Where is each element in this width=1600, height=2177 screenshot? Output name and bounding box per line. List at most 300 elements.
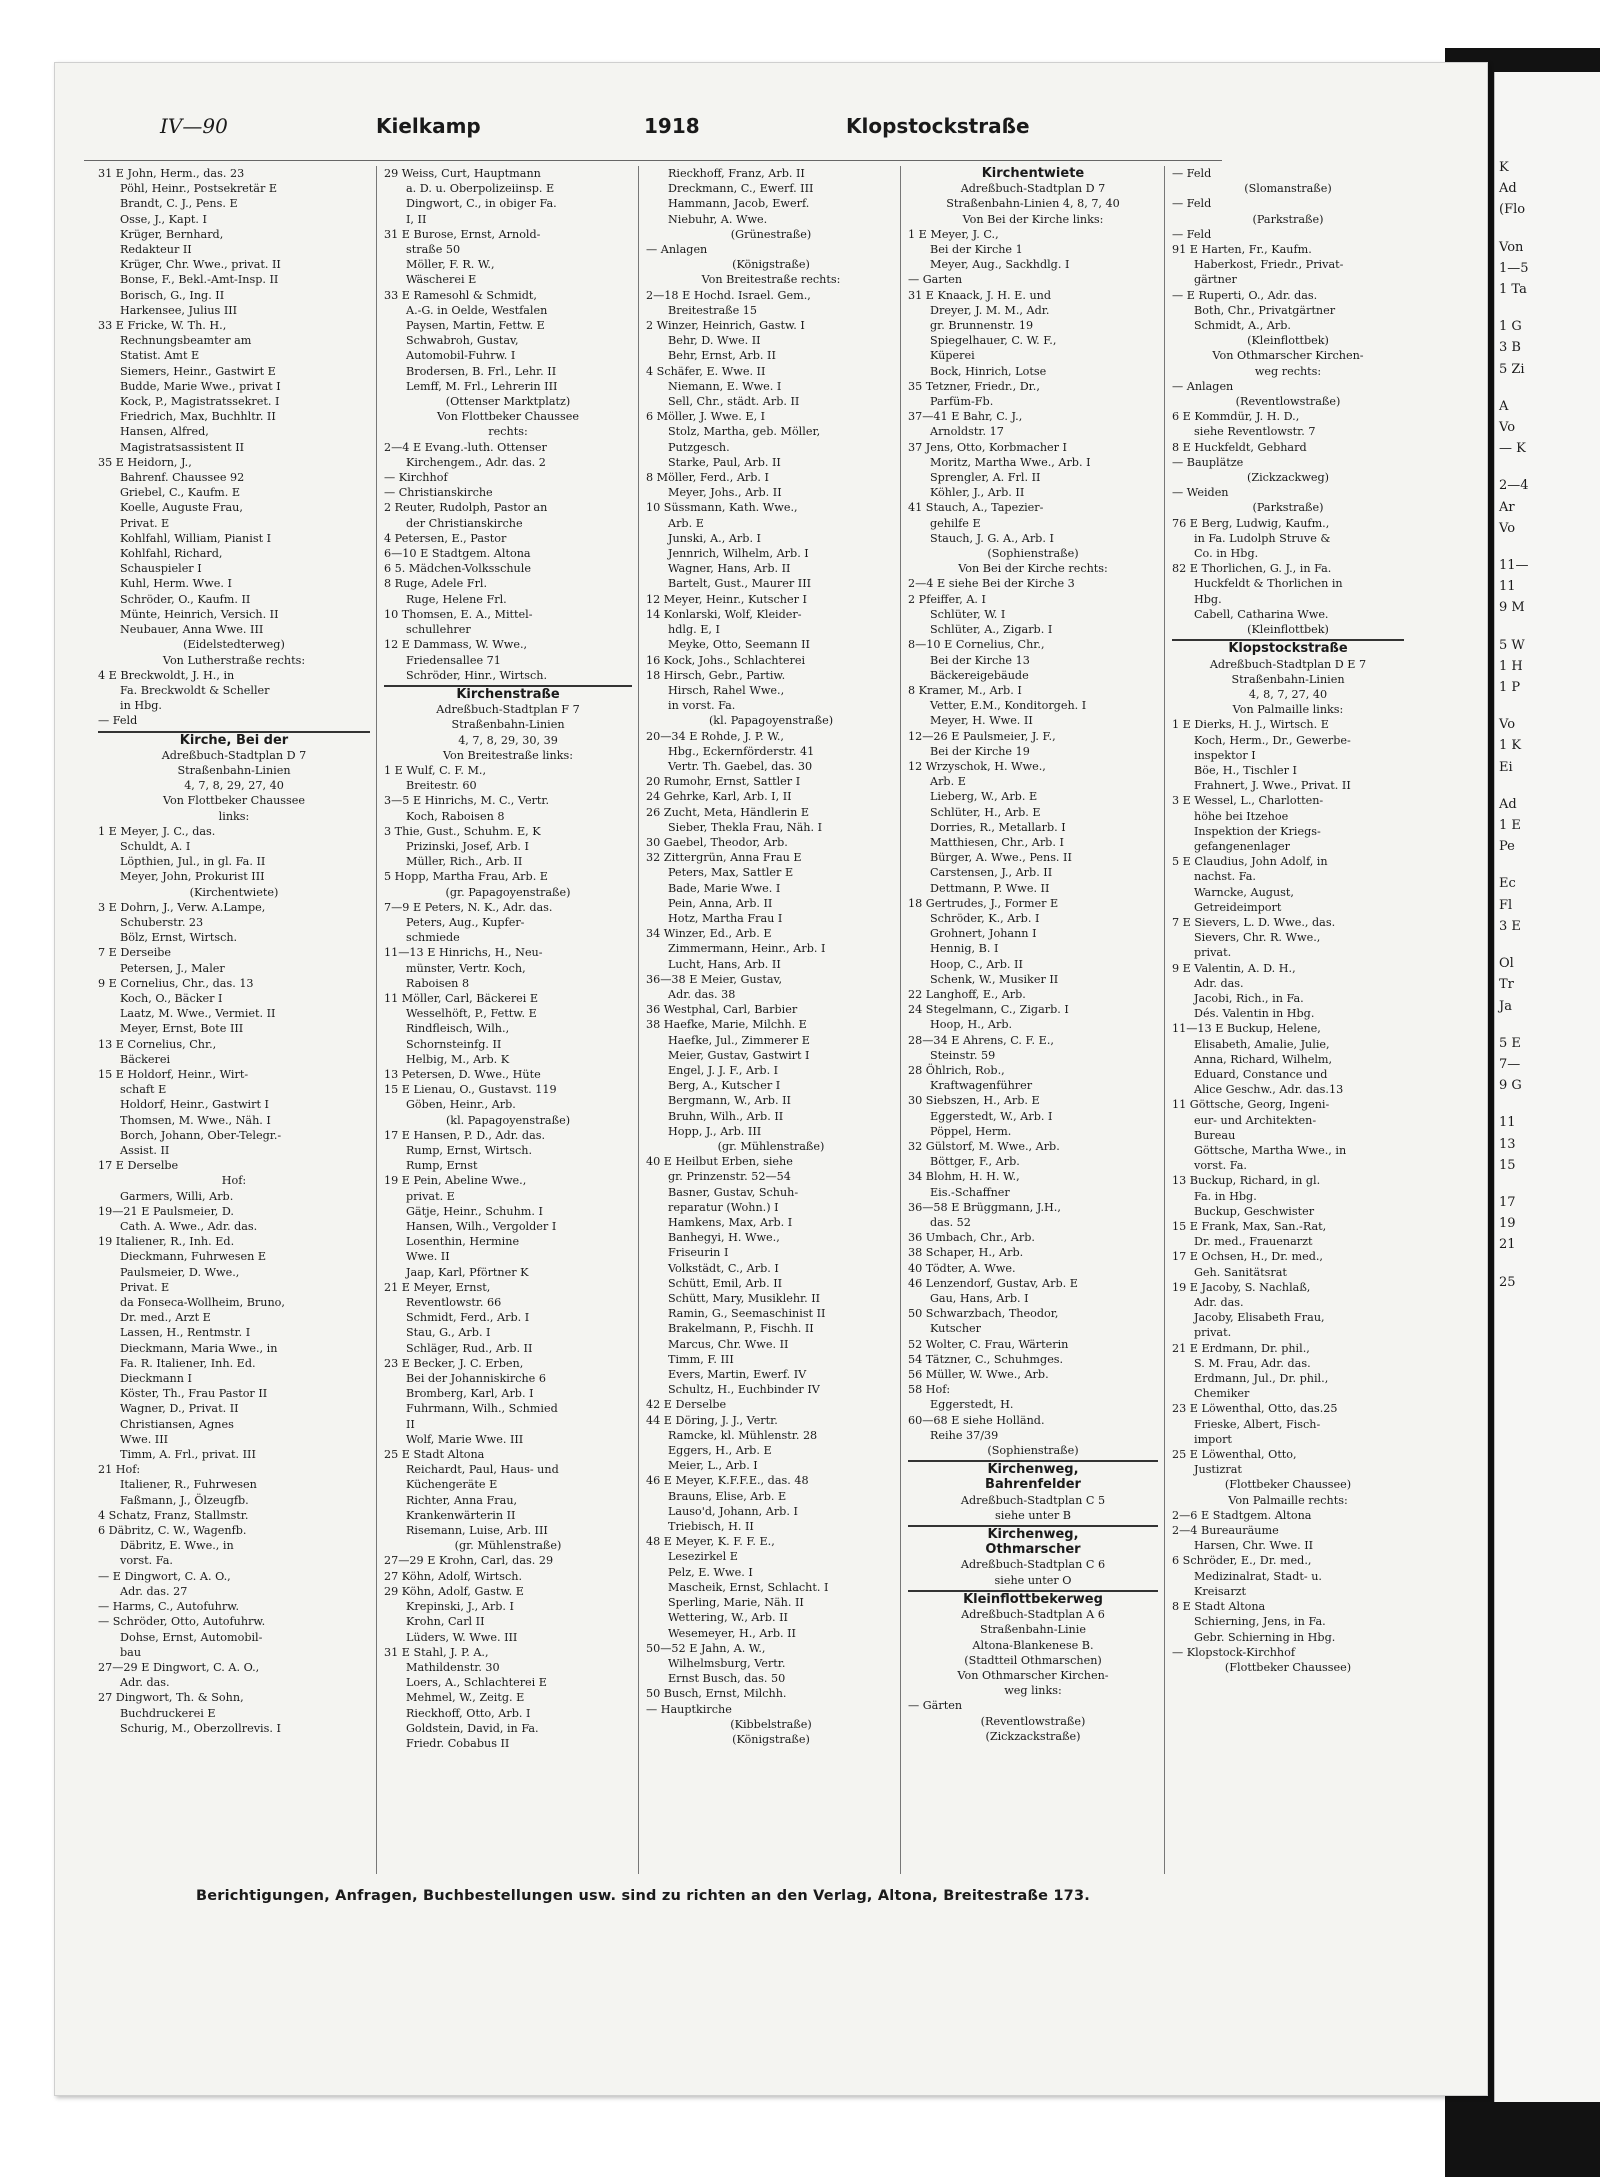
entry-line: — Feld [98,714,138,728]
entry-line: 20 Rumohr, Ernst, Sattler I [646,775,801,789]
entry-line: Adreßbuch-Stadtplan C 6 [960,1558,1106,1572]
entry-line: Thomsen, M. Wwe., Näh. I [120,1113,271,1127]
entry-line: Haberkost, Friedr., Privat- [1194,258,1344,272]
entry-line: Kohlfahl, Richard, [120,547,223,561]
entry-line: Schornsteinfg. II [406,1037,502,1051]
entry-line: 2—4 E siehe Bei der Kirche 3 [908,577,1075,591]
entry-line: Behr, Ernst, Arb. II [668,349,776,363]
entry-line: Hopp, J., Arb. III [668,1124,762,1138]
entry-line: (gr. Papagoyenstraße) [445,885,571,899]
entry-line: I, II [406,212,427,226]
entry-line: 35 Tetzner, Friedr., Dr., [908,379,1040,393]
entry-line: Von Bei der Kirche rechts: [958,562,1108,576]
entry-line: 2—18 E Hochd. Israel. Gem., [646,288,811,302]
next-page-fragment: 21 [1499,1237,1516,1253]
entry-line: Cath. A. Wwe., Adr. das. [120,1220,258,1234]
entry-line: Dieckmann, Fuhrwesen E [120,1250,267,1264]
entry-line: Wwe. III [120,1432,169,1446]
entry-line: Statist. Amt E [120,349,200,363]
entry-line: Arb. E [930,775,966,789]
entry-line: Krüger, Chr. Wwe., privat. II [120,258,281,272]
entry-line: — Feld [1172,227,1212,241]
entry-line: Assist. II [120,1144,170,1157]
entry-line: eur- und Architekten- [1194,1113,1317,1127]
entry-line: Kreisarzt [1194,1584,1247,1598]
entry-line: Schultz, H., Euchbinder IV [668,1383,820,1397]
entry-line: (Königstraße) [732,258,810,272]
entry-line: (kl. Papagoyenstraße) [708,714,834,728]
entry-line: 9 E Cornelius, Chr., das. 13 [98,976,254,990]
entry-line: 18 Gertrudes, J., Former E [908,896,1059,910]
entry-line: 19 E Pein, Abeline Wwe., [384,1174,527,1188]
entry-line: Bei der Johanniskirche 6 [406,1372,546,1386]
entry-line: gärtner [1194,273,1237,287]
entry-line: 10 Thomsen, E. A., Mittel- [384,607,533,621]
entry-line: Ramin, G., Seemaschinist II [668,1307,826,1321]
entry-line: Matthiesen, Chr., Arb. I [930,835,1064,849]
entry-line: Fa. in Hbg. [1194,1189,1257,1203]
entry-line: Friedr. Cobabus II [406,1736,510,1750]
entry-line: 34 Winzer, Ed., Arb. E [646,927,772,941]
entry-line: 7—9 E Peters, N. K., Adr. das. [384,900,553,914]
entry-line: Harsen, Chr. Wwe. II [1194,1539,1314,1553]
entry-line: (Flottbeker Chaussee) [1224,1660,1352,1674]
entry-line: Engel, J. J. F., Arb. I [668,1063,779,1077]
entry-line: (Ottenser Marktplatz) [445,395,571,409]
entry-line: Köhler, J., Arb. II [930,486,1025,500]
entry-line: Kock, P., Magistratssekret. I [120,395,280,409]
entry-line: Mehmel, W., Zeitg. E [406,1691,525,1705]
entry-line: 31 E Stahl, J. P. A., [384,1645,489,1659]
entry-line: 32 Zittergrün, Anna Frau E [646,851,802,865]
entry-line: Bonse, F., Bekl.-Amt-Insp. II [120,273,279,287]
entry-line: Straßenbahn-Linien [451,718,565,732]
entry-line: Grohnert, Johann I [930,927,1037,941]
entry-line: Getreideimport [1194,900,1282,914]
entry-line: 4 Petersen, E., Pastor [384,531,507,545]
header-street-right: Klopstockstraße [846,114,1030,138]
entry-line: Eggerstedt, H. [930,1398,1014,1412]
entry-line: Adr. das. [1194,1296,1244,1310]
entry-line: II [406,1417,415,1431]
entry-line: Schröder, Hinr., Wirtsch. [406,668,548,682]
next-page-fragment: 1 Ta [1499,282,1527,298]
next-page-fragment: Ec [1499,876,1516,892]
entry-line: 19 Italiener, R., Inh. Ed. [98,1235,235,1249]
entry-line: Schütt, Emil, Arb. II [668,1276,783,1290]
entry-line: (Kirchentwiete) [189,885,279,899]
entry-line: rechts: [488,425,528,439]
entry-line: — Feld [1172,197,1212,211]
entry-line: Gätje, Heinr., Schuhm. I [406,1204,543,1218]
street-heading: Kirchenstraße [384,685,632,702]
entry-line: 29 Weiss, Curt, Hauptmann [384,167,541,180]
entry-line: Schläger, Rud., Arb. II [406,1341,533,1355]
entry-line: Schierning, Jens, in Fa. [1194,1615,1326,1629]
entry-line: Wesemeyer, H., Arb. II [668,1626,796,1640]
next-page-fragment: Vo [1499,717,1516,733]
entry-line: A.-G. in Oelde, Westfalen [406,303,548,317]
entry-line: Richter, Anna Frau, [406,1493,518,1507]
entry-line: Wettering, W., Arb. II [668,1611,788,1625]
entry-line: (Slomanstraße) [1244,182,1332,196]
entry-line: Schlüter, W. I [930,607,1006,621]
entry-line: Sieber, Thekla Frau, Näh. I [668,820,823,834]
entry-line: (Kleinflottbek) [1247,623,1329,637]
column-divider [376,166,377,1874]
entry-line: 41 Stauch, A., Tapezier- [908,501,1044,515]
entry-line: 8 Kramer, M., Arb. I [908,683,1022,697]
entry-line: 50 Busch, Ernst, Milchh. [646,1687,787,1701]
entry-line: Kohlfahl, William, Pianist I [120,531,272,545]
entry-line: Lemff, M. Frl., Lehrerin III [406,379,558,393]
entry-line: Evers, Martin, Ewerf. IV [668,1368,807,1382]
entry-line: Garmers, Willi, Arb. [120,1189,234,1203]
entry-line: 11 Möller, Carl, Bäckerei E [384,991,539,1005]
entry-line: Hotz, Martha Frau I [668,911,783,925]
entry-line: 1 E Meyer, J. C., [908,227,999,241]
street-heading: Kirchenweg, [908,1460,1158,1477]
entry-line: Pöppel, Herm. [930,1124,1012,1138]
entry-line: Wilhelmsburg, Vertr. [668,1656,786,1670]
entry-line: 29 Köhn, Adolf, Gastw. E [384,1584,524,1598]
entry-line: (Kibbelstraße) [730,1717,812,1731]
entry-line: Koch, Raboisen 8 [406,809,505,823]
entry-line: Straßenbahn-Linien [1231,672,1345,686]
entry-line: Paulsmeier, D. Wwe., [120,1265,240,1279]
entry-line: 5 Hopp, Martha Frau, Arb. E [384,870,548,884]
entry-line: Timm, A. Frl., privat. III [120,1448,256,1462]
entry-line: Schurig, M., Oberzollrevis. I [120,1721,281,1735]
entry-line: 4 Schatz, Franz, Stallmstr. [98,1508,249,1522]
entry-line: Hbg. [1194,592,1222,606]
entry-line: 36 Umbach, Chr., Arb. [908,1231,1035,1245]
entry-line: Schröder, O., Kaufm. II [120,592,251,606]
entry-line: Timm, F. III [668,1352,734,1366]
next-page-fragment: Pe [1499,839,1515,855]
entry-line: 15 E Frank, Max, San.-Rat, [1172,1220,1327,1234]
next-page-fragment: 1 P [1499,680,1521,696]
next-page-fragment: 3 E [1499,918,1521,934]
entry-line: Bruhn, Wilh., Arb. II [668,1109,784,1123]
entry-line: 56 Müller, W. Wwe., Arb. [908,1368,1049,1382]
entry-line: 11—13 E Buckup, Helene, [1172,1022,1321,1036]
entry-line: 17 E Hansen, P. D., Adr. das. [384,1128,546,1142]
entry-line: Rechnungsbeamter am [120,334,252,348]
entry-line: Hbg., Eckernförderstr. 41 [668,744,815,758]
entry-line: 8 E Stadt Altona [1172,1600,1266,1614]
entry-line: 6 5. Mädchen-Volksschule [384,562,531,576]
page-header [104,112,1212,144]
entry-line: Carstensen, J., Arb. II [930,866,1053,880]
entry-line: 4 E Breckwoldt, J. H., in [98,668,235,682]
entry-line: Parfüm-Fb. [930,395,994,409]
entry-line: Löpthien, Jul., in gl. Fa. II [120,855,266,869]
entry-line: Bäckereigebäude [930,668,1029,682]
entry-line: 6 Däbritz, C. W., Wagenfb. [98,1524,247,1538]
entry-line: gehilfe E [930,516,981,530]
entry-line: gr. Brunnenstr. 19 [930,319,1034,333]
entry-line: Lüders, W. Wwe. III [406,1630,518,1644]
next-page-fragment: 7— [1499,1056,1521,1072]
column-2 [384,166,632,1751]
entry-line: Schauspieler I [120,562,202,576]
entry-line: 50 Schwarzbach, Theodor, [908,1307,1059,1321]
next-page-fragment: 5 W [1499,637,1525,653]
entry-line: 2—4 E Evang.-luth. Ottenser [384,440,547,454]
entry-line: Krüger, Bernhard, [120,227,224,241]
next-page-fragment: 1 G [1499,319,1522,335]
street-heading: Othmarscher [985,1542,1081,1558]
entry-line: — Bauplätze [1172,455,1244,469]
entry-line: Brodersen, B. Frl., Lehr. II [406,364,557,378]
entry-line: Hansen, Alfred, [120,425,209,439]
entry-line: Harkensee, Julius III [120,303,238,317]
entry-line: Sievers, Chr. R. Wwe., [1194,931,1321,945]
entry-line: Hirsch, Rahel Wwe., [668,683,785,697]
entry-line: 23 E Löwenthal, Otto, das.25 [1172,1402,1338,1416]
entry-line: Adr. das. 38 [668,987,736,1001]
entry-line: Meyer, Johs., Arb. II [668,486,782,500]
entry-line: Schmidt, A., Arb. [1194,319,1291,333]
entry-line: Bürger, A. Wwe., Pens. II [930,851,1072,865]
next-page-fragment: (Flo [1499,202,1526,218]
entry-line: 4 Schäfer, E. Wwe. II [646,364,766,378]
next-page-fragment: Ad [1499,796,1517,812]
entry-line: Rindfleisch, Wilh., [406,1022,510,1036]
entry-line: 40 E Heilbut Erben, siehe [646,1155,793,1169]
entry-line: — Christianskirche [384,486,493,500]
entry-line: 31 E John, Herm., das. 23 [98,167,245,180]
entry-line: Koch, Herm., Dr., Gewerbe- [1194,733,1351,747]
entry-line: münster, Vertr. Koch, [406,961,526,975]
entry-line: 25 E Stadt Altona [384,1448,485,1462]
entry-line: Bock, Hinrich, Lotse [930,364,1047,378]
entry-line: Straßenbahn-Linien 4, 8, 7, 40 [946,197,1120,211]
entry-line: 52 Wolter, C. Frau, Wärterin [908,1337,1069,1351]
entry-line: 24 Stegelmann, C., Zigarb. I [908,1003,1069,1017]
entry-line: Von Lutherstraße rechts: [162,653,306,667]
next-page-fragment: 11 [1499,579,1516,595]
next-page-fragment: 3 B [1499,340,1521,356]
entry-line: 25 E Löwenthal, Otto, [1172,1448,1297,1462]
entry-line: gefangenenlager [1194,839,1290,853]
entry-line: Brakelmann, P., Fischh. II [668,1322,814,1336]
entry-line: 17 E Ochsen, H., Dr. med., [1172,1250,1323,1264]
entry-line: Sell, Chr., städt. Arb. II [668,395,800,409]
entry-line: Adr. das. [120,1676,170,1690]
entry-line: 9 E Valentin, A. D. H., [1172,961,1296,975]
entry-line: Adreßbuch-Stadtplan F 7 [436,703,580,717]
entry-line: Friseurin I [668,1246,729,1260]
entry-line: Krepinski, J., Arb. I [406,1600,514,1614]
entry-line: Bei der Kirche 13 [930,653,1030,667]
entry-line: 3—5 E Hinrichs, M. C., Vertr. [384,794,550,808]
entry-line: Dingwort, C., in obiger Fa. [406,197,557,211]
entry-line: 15 E Lienau, O., Gustavst. 119 [384,1083,557,1097]
entry-line: Marcus, Chr. Wwe. II [668,1337,789,1351]
entry-line: 2 Reuter, Rudolph, Pastor an [384,501,548,515]
entry-line: Pelz, E. Wwe. I [668,1565,753,1579]
entry-line: Münte, Heinrich, Versich. II [120,607,279,621]
entry-line: inspektor I [1194,748,1256,762]
entry-line: (Grünestraße) [730,227,812,241]
entry-line: Von Othmarscher Kirchen- [1212,349,1364,363]
entry-line: 8—10 E Cornelius, Chr., [908,638,1045,652]
entry-line: Meyer, Aug., Sackhdlg. I [930,258,1070,272]
entry-line: Straßenbahn-Linie [980,1623,1086,1637]
entry-line: 40 Tödter, A. Wwe. [908,1261,1016,1275]
entry-line: Helbig, M., Arb. K [406,1052,510,1066]
entry-line: 33 E Fricke, W. Th. H., [98,319,227,333]
entry-line: 28 Öhlrich, Rob., [908,1063,1005,1077]
entry-line: Hoop, C., Arb. II [930,957,1023,971]
entry-line: (gr. Mühlenstraße) [717,1140,825,1153]
entry-line: Schuberstr. 23 [120,915,204,929]
entry-line: Griebel, C., Kaufm. E [120,486,241,500]
entry-line: Faßmann, J., Ölzeugfb. [120,1493,249,1507]
entry-line: 18 Hirsch, Gebr., Partiw. [646,668,786,682]
entry-line: 2 Pfeiffer, A. I [908,592,986,606]
entry-line: Borisch, G., Ing. II [120,288,225,302]
entry-line: 27—29 E Dingwort, C. A. O., [98,1660,260,1674]
next-page-fragment: Tr [1499,977,1514,993]
entry-line: Meier, L., Arb. I [668,1459,758,1473]
column-divider [638,166,639,1874]
entry-line: Banhegyi, H. Wwe., [668,1231,780,1245]
entry-line: Müller, Rich., Arb. II [406,855,523,869]
entry-line: Moritz, Martha Wwe., Arb. I [930,455,1091,469]
entry-line: (Zickzackstraße) [985,1729,1081,1743]
entry-line: 82 E Thorlichen, G. J., in Fa. [1172,562,1332,576]
entry-line: Von Bei der Kirche links: [962,212,1104,226]
next-page-fragment: 5 Zi [1499,361,1525,377]
entry-line: Von Flottbeker Chaussee [436,410,580,424]
column-1 [98,166,370,1736]
next-page-fragment: 9 M [1499,600,1525,616]
next-page-fragment: Ei [1499,759,1513,775]
entry-line: Ramcke, kl. Mühlenstr. 28 [668,1428,818,1442]
entry-line: Rieckhoff, Franz, Arb. II [668,167,805,180]
entry-line: Stolz, Martha, geb. Möller, [668,425,821,439]
entry-line: 27 Köhn, Adolf, Wirtsch. [384,1569,523,1583]
entry-line: Dohse, Ernst, Automobil- [120,1630,263,1644]
entry-line: 11 Göttsche, Georg, Ingeni- [1172,1098,1330,1112]
entry-line: bau [120,1645,142,1659]
entry-line: Adreßbuch-Stadtplan A 6 [961,1608,1105,1622]
street-heading: Kirchentwiete [981,166,1085,181]
entry-line: reparatur (Wohn.) I [668,1200,779,1214]
entry-line: 1 E Meyer, J. C., das. [98,824,216,838]
entry-line: 4, 7, 8, 29, 27, 40 [184,779,284,793]
entry-line: Huckfeldt & Thorlichen in [1194,577,1343,591]
entry-line: Hammann, Jacob, Ewerf. [668,197,810,211]
entry-line: Adreßbuch-Stadtplan D E 7 [1209,657,1367,671]
entry-line: Jaap, Karl, Pförtner K [406,1265,529,1279]
entry-line: Jacobi, Rich., in Fa. [1194,991,1304,1005]
entry-line: 28—34 E Ahrens, C. F. E., [908,1033,1054,1047]
entry-line: Meyer, H. Wwe. II [930,714,1033,728]
entry-line: (Eidelstedterweg) [183,638,285,652]
entry-line: weg rechts: [1254,364,1322,378]
entry-line: (Flottbeker Chaussee) [1224,1478,1352,1492]
entry-line: Küperei [930,349,975,363]
entry-line: Vetter, E.M., Konditorgeh. I [930,699,1087,713]
entry-line: Buckup, Geschwister [1194,1204,1315,1218]
entry-line: Göben, Heinr., Arb. [406,1098,516,1112]
entry-line: Dieckmann, Maria Wwe., in [120,1341,278,1355]
entry-line: Anna, Richard, Wilhelm, [1194,1052,1333,1066]
next-page-fragment: 15 [1499,1157,1516,1173]
entry-line: 34 Blohm, H. H. W., [908,1170,1020,1184]
entry-line: Co. in Hbg. [1194,547,1259,561]
entry-line: Chemiker [1194,1387,1250,1401]
entry-line: Bölz, Ernst, Wirtsch. [120,931,238,945]
next-page-fragment: K [1499,160,1509,175]
entry-line: Von Flottbeker Chaussee [162,794,306,808]
entry-line: Koelle, Auguste Frau, [120,501,243,515]
entry-line: Dr. med., Frauenarzt [1194,1235,1313,1249]
entry-line: Adreßbuch-Stadtplan D 7 [161,748,307,762]
entry-line: Pein, Anna, Arb. II [668,896,773,910]
entry-line: privat. E [406,1189,455,1203]
entry-line: straße 50 [406,243,461,257]
entry-line: — Weiden [1172,486,1229,500]
next-page-fragments [1495,72,1600,1292]
entry-line: Zimmermann, Heinr., Arb. I [668,942,826,956]
entry-line: Friedensallee 71 [406,653,501,667]
entry-line: Automobil-Fuhrw. I [406,349,516,363]
entry-line: 11—13 E Hinrichs, H., Neu- [384,946,543,960]
header-street-left: Kielkamp [376,114,481,138]
entry-line: Schenk, W., Musiker II [930,972,1059,986]
entry-line: 6 Möller, J. Wwe. E, I [646,410,766,424]
entry-line: Schütt, Mary, Musiklehr. II [668,1292,821,1306]
entry-line: 2—4 Bureauräume [1172,1524,1279,1538]
entry-line: 36—38 E Meier, Gustav, [646,972,783,986]
entry-line: Pöhl, Heinr., Postsekretär E [120,182,278,196]
entry-line: Böe, H., Tischler I [1194,763,1297,777]
next-page-fragment: 11 [1499,1115,1516,1131]
entry-line: Peters, Aug., Kupfer- [406,915,525,929]
entry-line: 19—21 E Paulsmeier, D. [98,1204,234,1218]
entry-line: Bäckerei [120,1052,171,1066]
entry-line: 54 Tätzner, C., Schuhmges. [908,1352,1064,1366]
entry-line: Adreßbuch-Stadtplan C 5 [960,1493,1106,1507]
entry-line: Vertr. Th. Gaebel, das. 30 [668,759,813,773]
next-page-fragment: 2—4 [1499,478,1529,494]
entry-line: Cabell, Catharina Wwe. [1194,607,1329,621]
entry-line: Privat. E [120,516,170,530]
entry-line: Berg, A., Kutscher I [668,1079,781,1093]
entry-line: Hof: [221,1174,247,1188]
scan-top-margin [0,0,1600,28]
entry-line: 30 Gaebel, Theodor, Arb. [646,835,788,849]
entry-line: 32 Gülstorf, M. Wwe., Arb. [908,1140,1060,1153]
entry-line: Justizrat [1194,1463,1242,1477]
entry-line: vorst. Fa. [1194,1159,1247,1173]
entry-line: Krankenwärterin II [406,1508,516,1522]
entry-line: Lieberg, W., Arb. E [930,790,1038,804]
entry-line: Magistratsassistent II [120,440,245,454]
entry-line: Triebisch, H. II [668,1520,754,1534]
entry-line: 13 E Cornelius, Chr., [98,1037,217,1051]
entry-line: 2 Winzer, Heinrich, Gastw. I [646,319,805,333]
entry-line: Wäscherei E [406,273,477,287]
entry-line: siehe unter O [994,1573,1072,1587]
entry-line: Stauch, J. G. A., Arb. I [930,531,1054,545]
entry-line: — Anlagen [646,243,708,257]
